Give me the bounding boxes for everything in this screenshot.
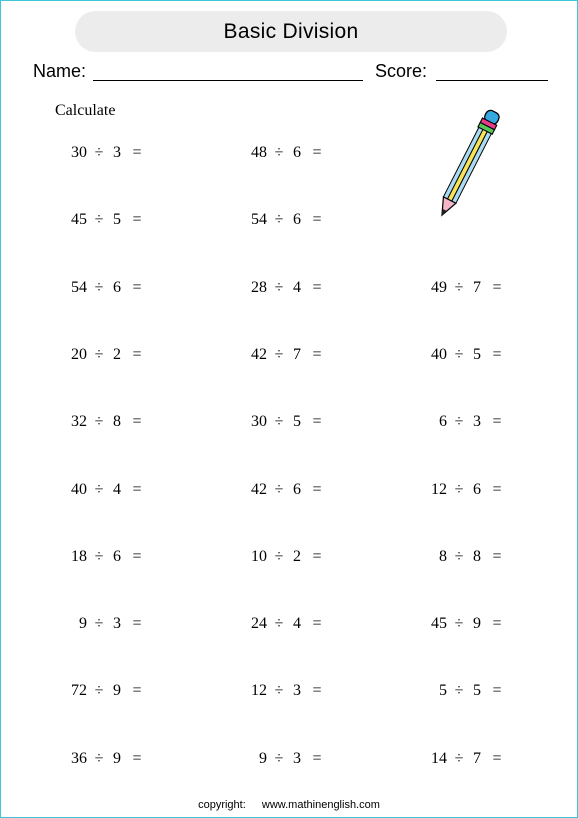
division-problem	[243, 346, 363, 366]
divisor: 9	[473, 615, 481, 633]
dividend: 42	[251, 480, 267, 498]
equals-sign: =	[312, 749, 322, 767]
page-title-text: Basic Division	[223, 19, 359, 43]
dividend: 48	[251, 144, 267, 161]
dividend: 42	[251, 345, 267, 363]
divisor: 6	[293, 211, 301, 229]
student-info-row	[33, 61, 549, 85]
equals-sign: =	[312, 682, 322, 700]
divisor: 3	[113, 615, 121, 633]
division-problem	[63, 346, 183, 366]
equals-sign: =	[492, 615, 502, 633]
division-sign: ÷	[274, 480, 284, 498]
division-problem	[423, 682, 543, 702]
equals-sign: =	[132, 615, 142, 633]
division-sign: ÷	[454, 345, 464, 363]
divisor: 8	[473, 547, 481, 565]
equals-sign: =	[132, 749, 142, 767]
division-sign: ÷	[274, 345, 284, 363]
division-problem	[243, 144, 363, 164]
divisor: 4	[293, 615, 301, 633]
copyright-label: copyright:	[198, 799, 246, 811]
division-sign: ÷	[274, 413, 284, 431]
divisor: 3	[293, 682, 301, 700]
division-sign: ÷	[94, 278, 104, 296]
division-problem	[423, 548, 543, 568]
division-problem	[243, 279, 363, 299]
division-sign: ÷	[94, 682, 104, 700]
dividend: 18	[71, 547, 87, 565]
equals-sign: =	[132, 480, 142, 498]
division-sign: ÷	[94, 547, 104, 565]
division-sign: ÷	[274, 144, 284, 161]
equals-sign: =	[132, 278, 142, 296]
page-title	[75, 11, 507, 52]
instructions: Calculate	[55, 102, 116, 119]
division-problem	[243, 481, 363, 501]
footer	[1, 799, 577, 811]
dividend: 24	[251, 615, 267, 633]
dividend: 54	[71, 278, 87, 296]
division-sign: ÷	[454, 682, 464, 700]
dividend: 54	[251, 211, 267, 229]
division-problem	[243, 682, 363, 702]
division-problem	[63, 211, 183, 231]
divisor: 3	[113, 144, 121, 161]
division-problem	[243, 615, 363, 635]
equals-sign: =	[492, 682, 502, 700]
divisor: 8	[113, 413, 121, 431]
dividend: 28	[251, 278, 267, 296]
division-problem	[243, 413, 363, 433]
division-problem	[243, 548, 363, 568]
division-problem	[63, 481, 183, 501]
division-sign: ÷	[454, 278, 464, 296]
division-sign: ÷	[94, 345, 104, 363]
division-problem	[63, 615, 183, 635]
division-sign: ÷	[274, 615, 284, 633]
equals-sign: =	[132, 682, 142, 700]
dividend: 72	[71, 682, 87, 700]
score-label: Score:	[375, 61, 428, 81]
dividend: 14	[431, 749, 447, 767]
division-problem	[243, 750, 363, 770]
equals-sign: =	[312, 547, 322, 565]
equals-sign: =	[312, 615, 322, 633]
dividend: 40	[431, 345, 447, 363]
division-problem	[63, 279, 183, 299]
divisor: 2	[113, 345, 121, 363]
equals-sign: =	[132, 547, 142, 565]
division-sign: ÷	[454, 615, 464, 633]
dividend: 45	[71, 211, 87, 229]
divisor: 6	[293, 480, 301, 498]
divisor: 6	[293, 144, 301, 161]
division-problem	[63, 682, 183, 702]
dividend: 9	[259, 749, 267, 767]
equals-sign: =	[492, 278, 502, 296]
website-link[interactable]: www.mathinenglish.com	[261, 799, 380, 811]
division-sign: ÷	[94, 413, 104, 431]
divisor: 5	[473, 682, 481, 700]
score-blank-line[interactable]	[436, 80, 548, 81]
division-problem	[63, 750, 183, 770]
divisor: 7	[473, 278, 481, 296]
division-problem	[423, 346, 543, 366]
dividend: 20	[71, 345, 87, 363]
dividend: 10	[251, 547, 267, 565]
dividend: 9	[79, 615, 87, 633]
equals-sign: =	[132, 413, 142, 431]
equals-sign: =	[492, 413, 502, 431]
division-sign: ÷	[454, 749, 464, 767]
dividend: 32	[71, 413, 87, 431]
divisor: 2	[293, 547, 301, 565]
division-problem	[243, 211, 363, 231]
division-problem	[423, 750, 543, 770]
divisor: 6	[113, 547, 121, 565]
division-problem	[63, 413, 183, 433]
dividend: 30	[251, 413, 267, 431]
dividend: 12	[431, 480, 447, 498]
equals-sign: =	[132, 345, 142, 363]
division-problem	[63, 144, 183, 164]
division-problem	[423, 279, 543, 299]
division-problem	[423, 413, 543, 433]
name-label: Name:	[33, 61, 87, 81]
divisor: 5	[293, 413, 301, 431]
dividend: 6	[439, 413, 447, 431]
equals-sign: =	[312, 480, 322, 498]
dividend: 45	[431, 615, 447, 633]
equals-sign: =	[132, 144, 142, 161]
pencil-icon	[425, 103, 507, 233]
divisor: 6	[113, 278, 121, 296]
divisor: 4	[113, 480, 121, 498]
division-sign: ÷	[454, 480, 464, 498]
divisor: 5	[113, 211, 121, 229]
divisor: 9	[113, 682, 121, 700]
division-sign: ÷	[94, 749, 104, 767]
divisor: 6	[473, 480, 481, 498]
divisor: 4	[293, 278, 301, 296]
equals-sign: =	[492, 480, 502, 498]
divisor: 3	[293, 749, 301, 767]
divisor: 7	[293, 345, 301, 363]
divisor: 5	[473, 345, 481, 363]
dividend: 8	[439, 547, 447, 565]
division-sign: ÷	[274, 749, 284, 767]
dividend: 30	[71, 144, 87, 161]
division-sign: ÷	[274, 682, 284, 700]
equals-sign: =	[492, 749, 502, 767]
dividend: 12	[251, 682, 267, 700]
dividend: 49	[431, 278, 447, 296]
division-sign: ÷	[274, 547, 284, 565]
division-sign: ÷	[454, 547, 464, 565]
division-sign: ÷	[274, 211, 284, 229]
divisor: 7	[473, 749, 481, 767]
divisor: 9	[113, 749, 121, 767]
equals-sign: =	[312, 413, 322, 431]
division-sign: ÷	[454, 413, 464, 431]
division-sign: ÷	[274, 278, 284, 296]
equals-sign: =	[312, 144, 322, 161]
division-sign: ÷	[94, 144, 104, 161]
divisor: 3	[473, 413, 481, 431]
equals-sign: =	[492, 345, 502, 363]
equals-sign: =	[312, 278, 322, 296]
division-problem	[423, 481, 543, 501]
equals-sign: =	[132, 211, 142, 229]
equals-sign: =	[312, 345, 322, 363]
division-problem	[63, 548, 183, 568]
dividend: 36	[71, 749, 87, 767]
division-sign: ÷	[94, 211, 104, 229]
name-blank-line[interactable]	[93, 80, 363, 81]
equals-sign: =	[492, 547, 502, 565]
equals-sign: =	[312, 211, 322, 229]
dividend: 40	[71, 480, 87, 498]
division-problem	[423, 615, 543, 635]
division-sign: ÷	[94, 480, 104, 498]
division-sign: ÷	[94, 615, 104, 633]
dividend: 5	[439, 682, 447, 700]
